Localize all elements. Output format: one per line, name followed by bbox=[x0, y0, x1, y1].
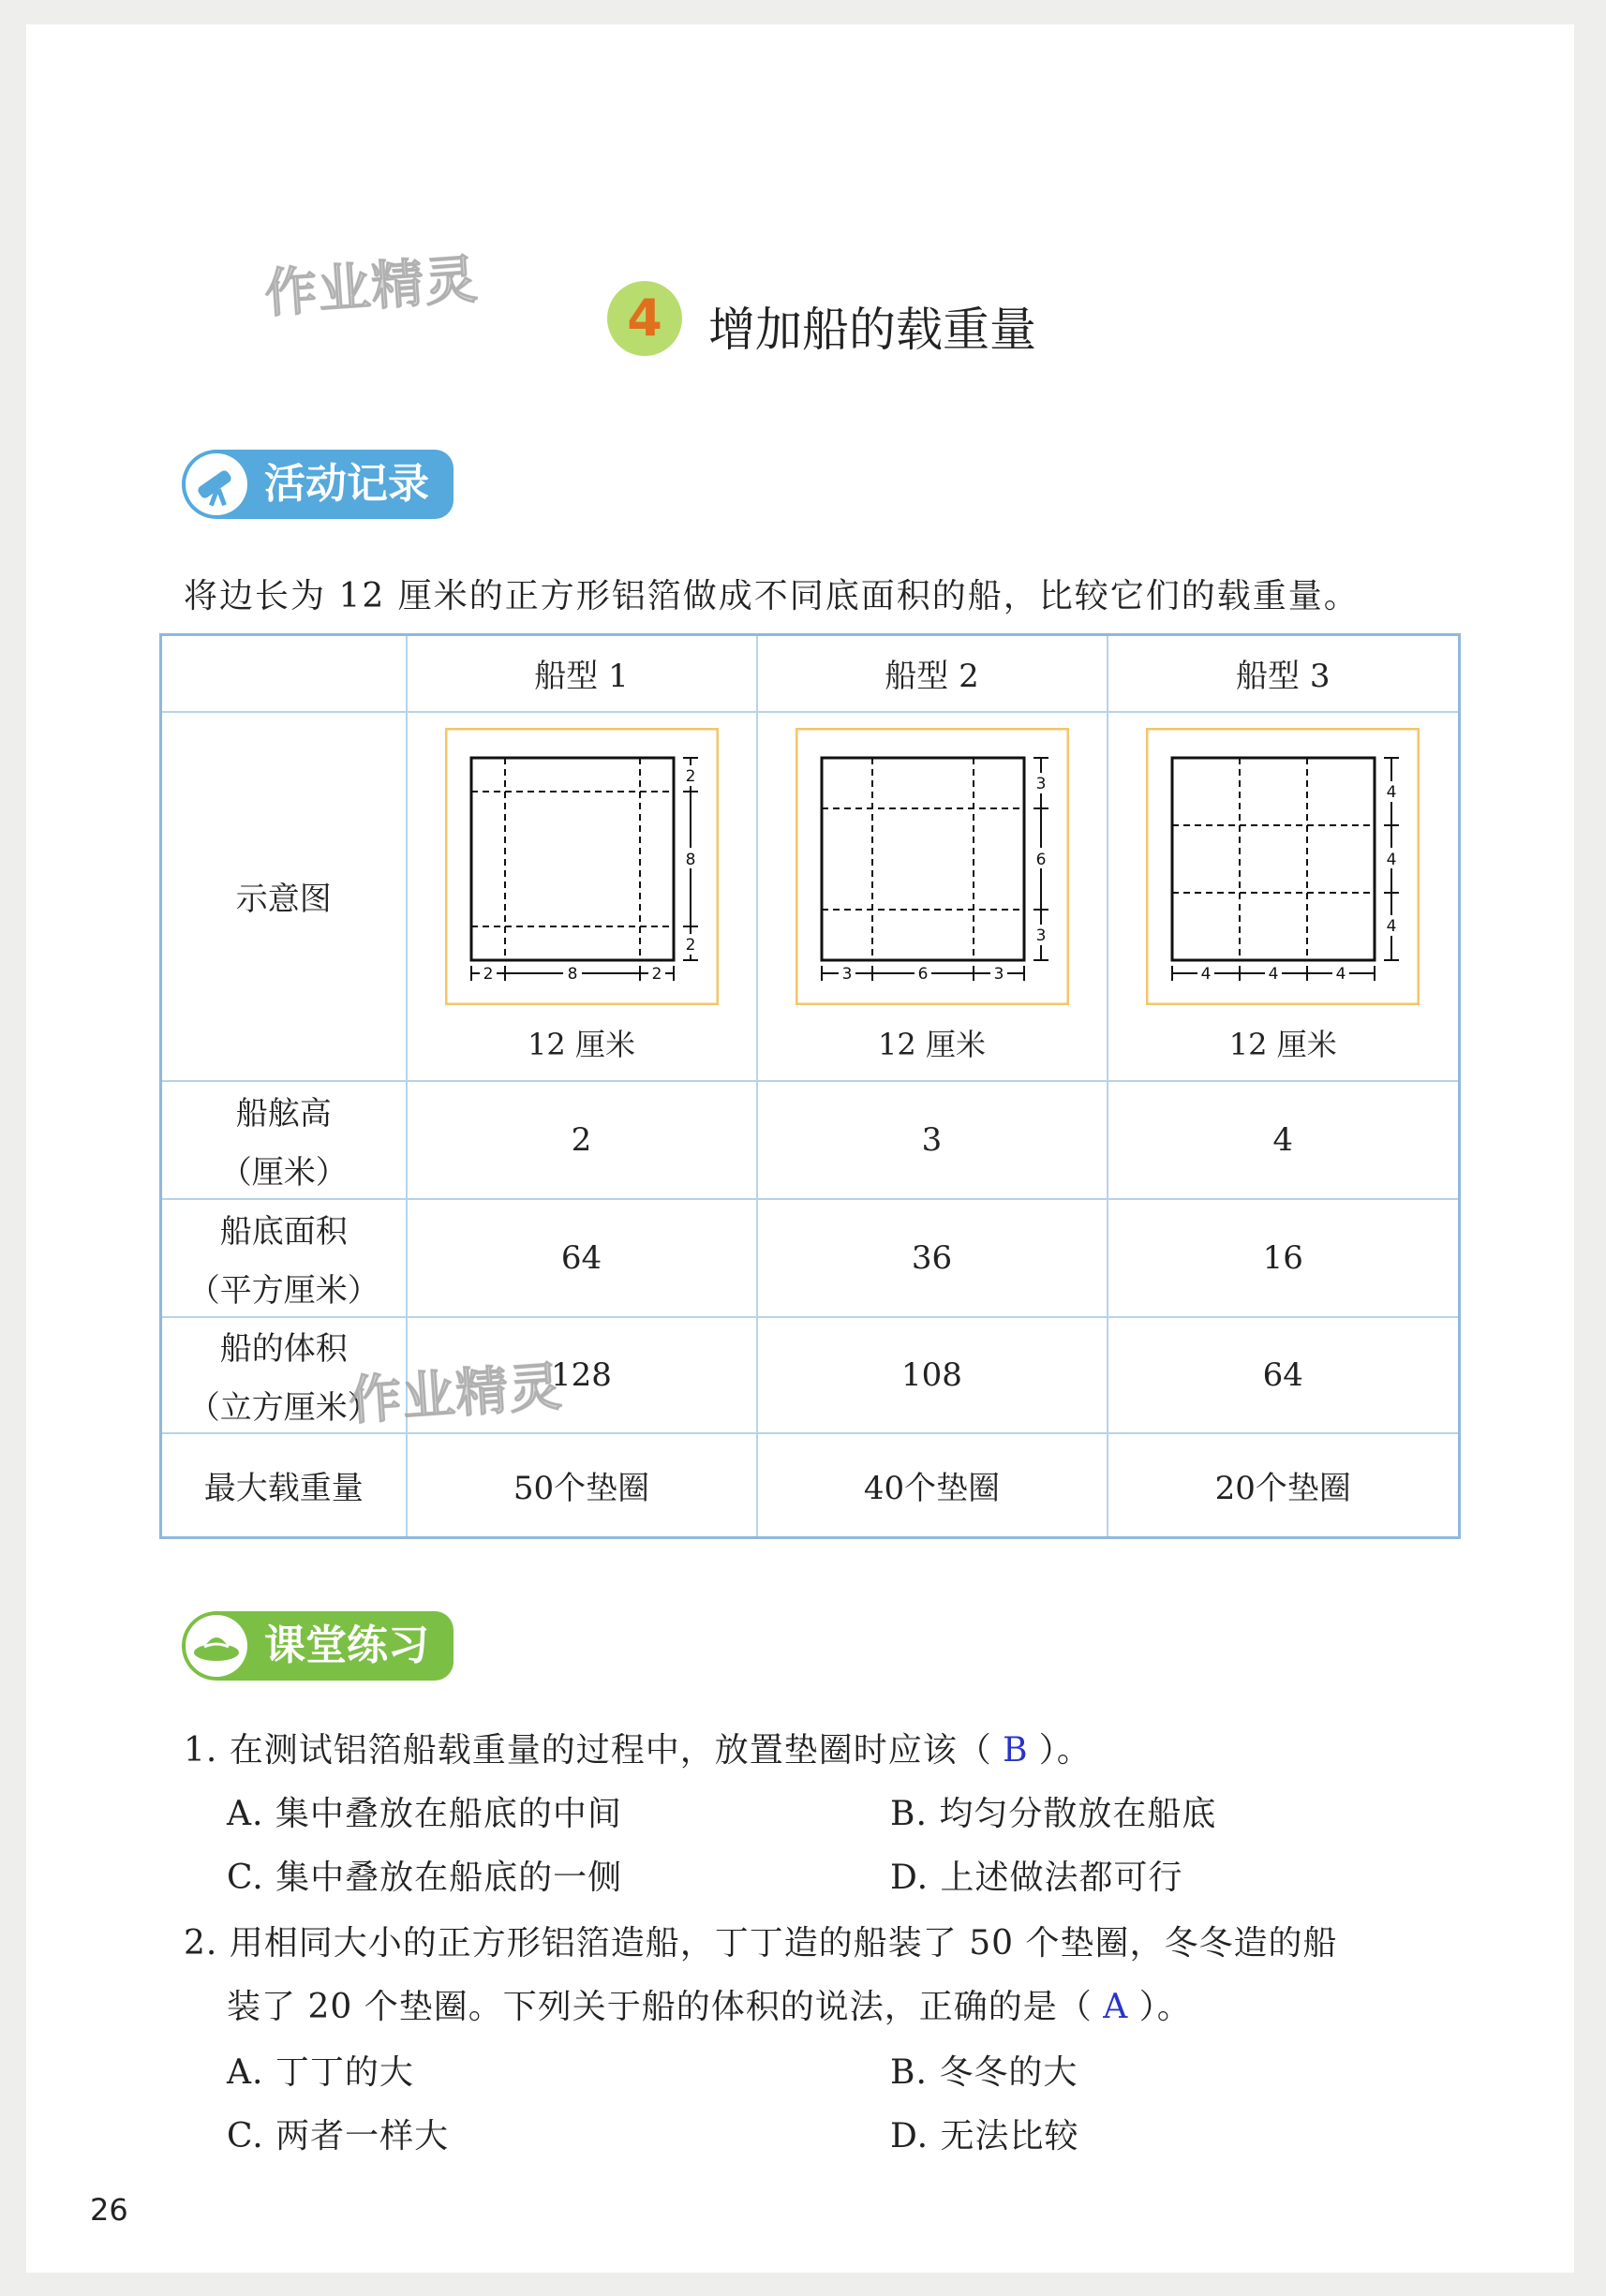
page-number: 26 bbox=[90, 2192, 128, 2228]
dim-side-1: 3 bbox=[1035, 775, 1046, 793]
diagram-caption-1: 12 厘米 bbox=[528, 1027, 635, 1062]
height-value-1: 2 bbox=[407, 1081, 757, 1199]
table-row-area bbox=[161, 1199, 1460, 1317]
area-value-1: 64 bbox=[407, 1199, 757, 1317]
dim-bottom-2: 6 bbox=[917, 965, 928, 984]
dim-side-2: 8 bbox=[685, 851, 695, 869]
diagram-cell-3 bbox=[1108, 712, 1460, 1081]
row-label-line1: 船底面积 bbox=[219, 1212, 348, 1251]
diagram-caption-2: 12 厘米 bbox=[878, 1027, 986, 1062]
question-2-text-b: ）。 bbox=[1138, 1988, 1192, 2026]
row-label-load: 最大载重量 bbox=[161, 1433, 407, 1538]
dim-bottom-1: 4 bbox=[1200, 965, 1212, 984]
watermark-top: 作业精灵 bbox=[262, 249, 481, 325]
question-2-option-c: C. 两者一样大 bbox=[227, 2117, 450, 2155]
question-1-option-a: A. 集中叠放在船底的中间 bbox=[227, 1795, 622, 1833]
question-1-option-d: D. 上述做法都可行 bbox=[890, 1859, 1183, 1897]
row-label-height bbox=[161, 1081, 407, 1199]
dim-side-3: 2 bbox=[685, 936, 695, 955]
table-row-diagram bbox=[161, 712, 1460, 1081]
row-label-area bbox=[161, 1199, 407, 1317]
watermark-table: 作业精灵 bbox=[347, 1356, 565, 1432]
load-value-2: 40个垫圈 bbox=[757, 1433, 1108, 1538]
section-activity-record bbox=[182, 450, 454, 519]
table-row-load bbox=[161, 1433, 1460, 1538]
question-2-text-a: 装了 20 个垫圈。下列关于船的体积的说法，正确的是（ bbox=[227, 1988, 1093, 2026]
section-label: 活动记录 bbox=[264, 460, 429, 508]
dim-bottom-2: 8 bbox=[567, 965, 577, 984]
question-2-option-b: B. 冬冬的大 bbox=[890, 2053, 1078, 2092]
telescope-icon bbox=[186, 453, 247, 515]
diagram-cell-1 bbox=[407, 712, 757, 1081]
diagram-boat-2 bbox=[796, 728, 1069, 1005]
height-value-3: 4 bbox=[1108, 1081, 1460, 1199]
question-1-answer: B bbox=[1003, 1731, 1029, 1770]
question-2-option-d: D. 无法比较 bbox=[890, 2117, 1079, 2155]
volume-value-3: 64 bbox=[1108, 1317, 1460, 1433]
question-2-option-a: A. 丁丁的大 bbox=[227, 2053, 414, 2092]
question-1-text-a: 1. 在测试铝箔船载重量的过程中，放置垫圈时应该（ bbox=[184, 1731, 992, 1770]
section-classroom-practice bbox=[182, 1611, 454, 1681]
header-boat-3: 船型 3 bbox=[1108, 635, 1460, 712]
volume-value-1: 128 bbox=[407, 1317, 757, 1433]
area-value-2: 36 bbox=[757, 1199, 1108, 1317]
question-2-answer: A bbox=[1103, 1988, 1129, 2026]
row-label-diagram: 示意图 bbox=[161, 712, 407, 1081]
area-value-3: 16 bbox=[1108, 1199, 1460, 1317]
question-2-stem-line2 bbox=[227, 1980, 1192, 2028]
dim-side-3: 3 bbox=[1035, 926, 1046, 945]
question-1-option-b: B. 均匀分散放在船底 bbox=[890, 1795, 1217, 1833]
row-label-line2: （厘米） bbox=[219, 1153, 348, 1192]
question-1-stem bbox=[184, 1724, 1092, 1771]
dim-side-3: 4 bbox=[1386, 917, 1397, 936]
lesson-number: 4 bbox=[607, 281, 682, 356]
row-label-line1: 船的体积 bbox=[219, 1329, 348, 1368]
dim-bottom-1: 3 bbox=[841, 965, 852, 984]
dim-bottom-3: 2 bbox=[651, 965, 662, 984]
table-corner bbox=[161, 635, 407, 712]
dim-side-1: 2 bbox=[685, 767, 695, 786]
section-label: 课堂练习 bbox=[264, 1622, 429, 1669]
dim-bottom-3: 3 bbox=[993, 965, 1004, 984]
lesson-title: 增加船的载重量 bbox=[708, 303, 1036, 357]
dim-side-1: 4 bbox=[1386, 783, 1397, 802]
load-value-1: 50个垫圈 bbox=[407, 1433, 757, 1538]
row-label-line1: 船舷高 bbox=[235, 1094, 332, 1133]
table-header-row bbox=[161, 635, 1460, 712]
dim-side-2: 6 bbox=[1035, 851, 1046, 869]
row-label-line2: （立方厘米） bbox=[187, 1388, 379, 1427]
header-boat-1: 船型 1 bbox=[407, 635, 757, 712]
table-row-height bbox=[161, 1081, 1460, 1199]
dim-bottom-3: 4 bbox=[1335, 965, 1346, 984]
volume-value-2: 108 bbox=[757, 1317, 1108, 1433]
load-value-3: 20个垫圈 bbox=[1108, 1433, 1460, 1538]
diagram-caption-3: 12 厘米 bbox=[1228, 1027, 1337, 1062]
intro-text: 将边长为 12 厘米的正方形铝箔做成不同底面积的船，比较它们的载重量。 bbox=[184, 577, 1360, 615]
question-2-stem-line1: 2. 用相同大小的正方形铝箔造船，丁丁造的船装了 50 个垫圈，冬冬造的船 bbox=[184, 1924, 1338, 1963]
height-value-2: 3 bbox=[757, 1081, 1108, 1199]
dim-bottom-1: 2 bbox=[483, 965, 493, 984]
question-1-text-b: ）。 bbox=[1038, 1731, 1092, 1770]
hat-icon bbox=[186, 1615, 247, 1677]
question-1-option-c: C. 集中叠放在船底的一侧 bbox=[227, 1859, 623, 1897]
diagram-boat-1 bbox=[445, 728, 719, 1005]
diagram-cell-2 bbox=[757, 712, 1108, 1081]
dim-bottom-2: 4 bbox=[1268, 965, 1279, 984]
diagram-boat-3 bbox=[1146, 728, 1420, 1005]
header-boat-2: 船型 2 bbox=[757, 635, 1108, 712]
row-label-line2: （平方厘米） bbox=[187, 1271, 379, 1310]
dim-side-2: 4 bbox=[1386, 851, 1397, 869]
